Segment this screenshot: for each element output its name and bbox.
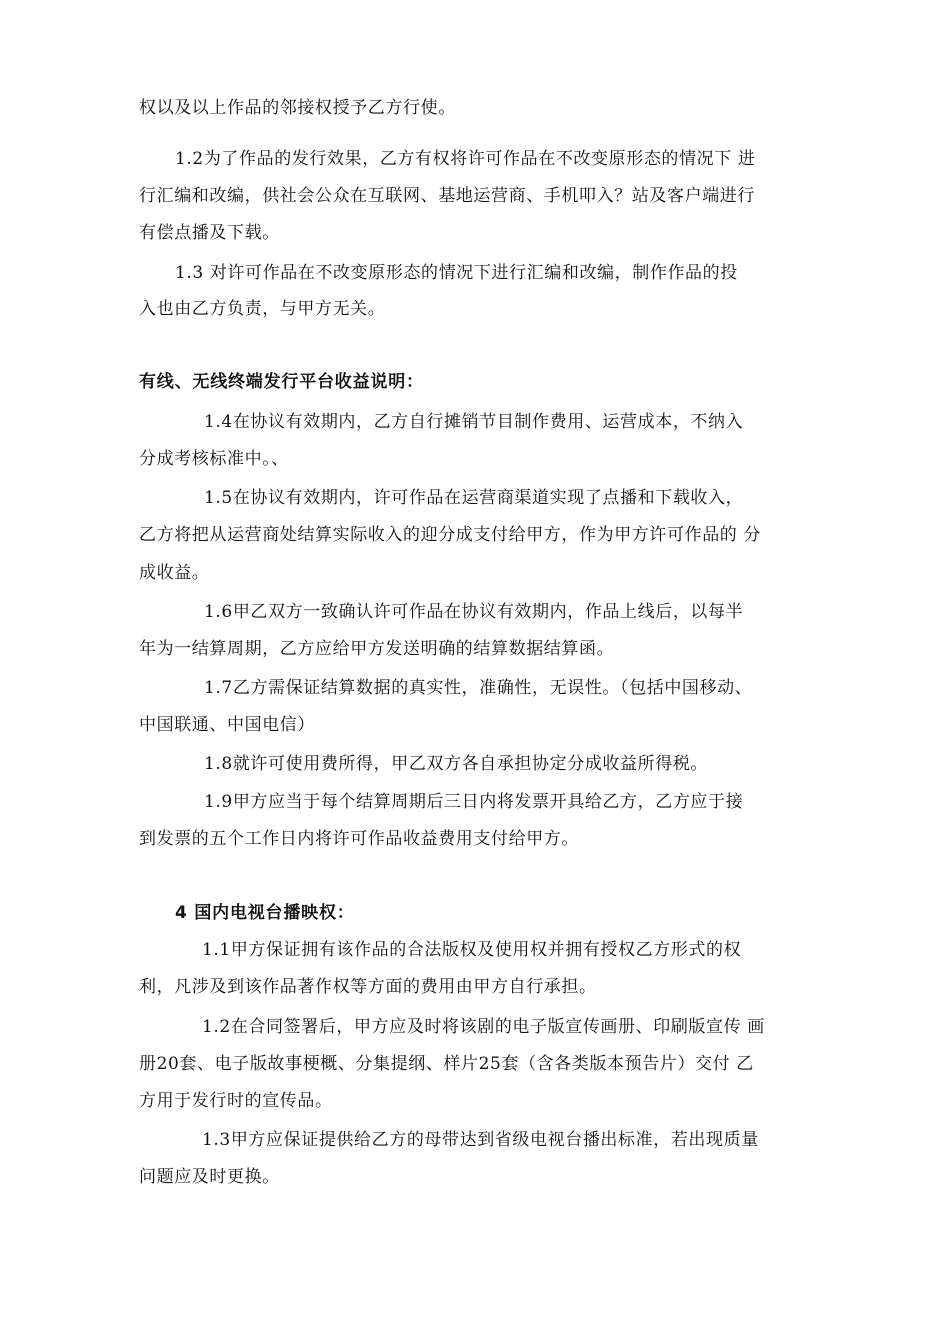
text-line: 1.5在协议有效期内，许可作品在运营商渠道实现了点播和下载收入， (204, 488, 744, 508)
text-line: 分成考核标准中。、 (139, 449, 289, 469)
text-line: 中国联通、中国电信） (139, 715, 315, 735)
section-heading: 有线、无线终端发行平台收益说明： (139, 372, 424, 392)
text-line: 1.3 对许可作品在不改变原形态的情况下进行汇编和改编，制作作品的投 (175, 263, 738, 283)
text-line: 到发票的五个工作日内将许可作品收益费用支付给甲方。 (139, 829, 579, 849)
text-line: 成收益。 (139, 563, 210, 583)
text-line: 1.9甲方应当于每个结算周期后三日内将发票开具给乙方，乙方应于接 (204, 792, 744, 812)
text-line: 权以及以上作品的邻接权授予乙方行使。 (139, 98, 456, 118)
text-line: 1.2为了作品的发行效果，乙方有权将许可作品在不改变原形态的情况下 进 (175, 149, 756, 169)
text-line: 1.7乙方需保证结算数据的真实性，准确性，无误性。（包括中国移动、 (204, 678, 753, 698)
text-line: 乙方将把从运营商处结算实际收入的迎分成支付给甲方，作为甲方许可作品的 分 (139, 525, 762, 545)
text-line: 1.1甲方保证拥有该作品的合法版权及使用权并拥有授权乙方形式的权 (202, 940, 742, 960)
section-heading: 4 国内电视台播映权： (175, 903, 355, 923)
text-line: 1.8就许可使用费所得，甲乙双方各自承担协定分成收益所得税。 (204, 754, 709, 774)
text-line: 册20套、电子版故事梗概、分集提纲、样片25套（含各类版本预告片）交付 乙 (139, 1054, 754, 1074)
text-line: 入也由乙方负责，与甲方无关。 (139, 299, 386, 319)
text-line: 利，凡涉及到该作品著作权等方面的费用由甲方自行承担。 (139, 977, 597, 997)
text-line: 1.2在合同签署后，甲方应及时将该剧的电子版宣传画册、印刷版宣传 画 (202, 1017, 765, 1037)
text-line: 1.6甲乙双方一致确认许可作品在协议有效期内，作品上线后，以每半 (204, 602, 744, 622)
text-line: 1.3甲方应保证提供给乙方的母带达到省级电视台播出标准，若出现质量 (202, 1130, 759, 1150)
text-line: 有偿点播及下载。 (139, 223, 280, 243)
text-line: 问题应及时更换。 (139, 1167, 280, 1187)
text-line: 方用于发行时的宣传品。 (139, 1091, 333, 1111)
text-line: 行汇编和改编，供社会公众在互联网、基地运营商、手机叩入？站及客户端进行 (139, 186, 755, 206)
text-line: 1.4在协议有效期内，乙方自行摊销节目制作费用、运营成本，不纳入 (204, 412, 744, 432)
text-line: 年为一结算周期，乙方应给甲方发送明确的结算数据结算函。 (139, 639, 615, 659)
